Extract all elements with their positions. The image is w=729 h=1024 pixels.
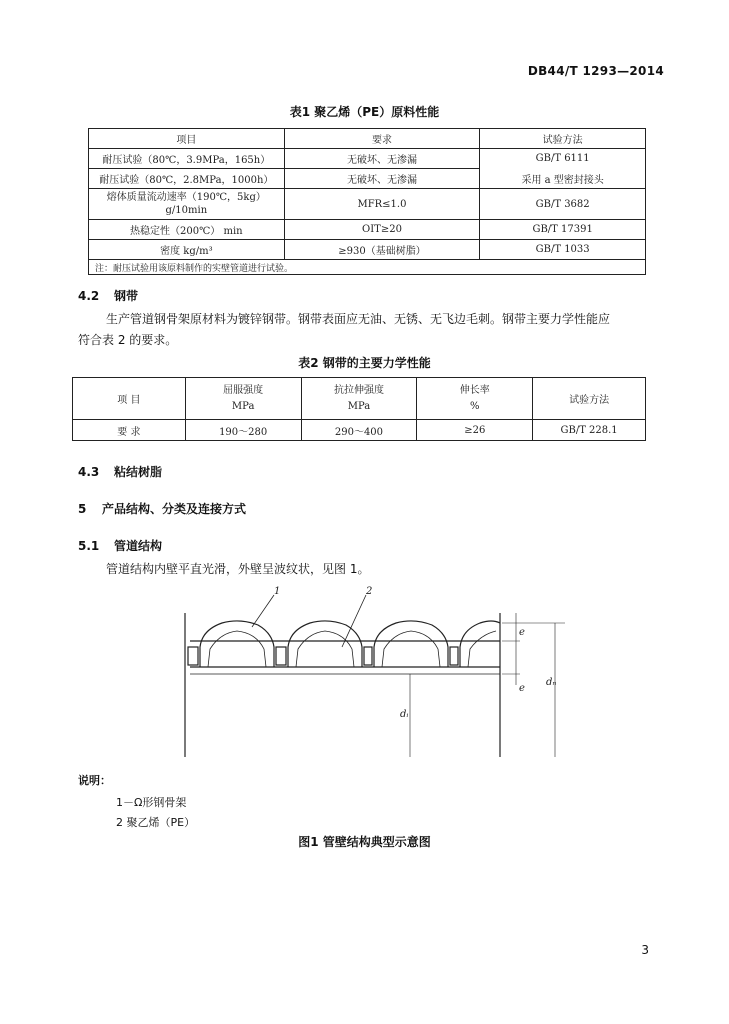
callout-label-2: 2 [366,586,373,597]
table1-header-cell: 试验方法 [480,129,646,149]
table-cell: 采用 a 型密封接头 [480,169,646,189]
table-row [89,149,646,169]
table1-note-row [89,260,646,275]
callout-leader-1 [252,595,274,627]
section-title: 粘结树脂 [114,465,163,479]
dimension-label-di: dᵢ [400,709,409,720]
section-number: 5 [78,502,87,516]
omega-steel-frame [382,631,440,667]
table-cell: GB/T 228.1 [533,420,646,441]
section-number: 5.1 [78,539,100,553]
table-cell: ≥26 [417,420,533,441]
header-name: 抗拉伸强度 [333,384,384,396]
section-heading-5 [78,500,246,517]
page-number: 3 [641,943,649,957]
section-heading-4-2 [78,287,138,304]
table-row [89,169,646,189]
section-title: 管道结构 [114,539,163,553]
header-unit: MPa [347,400,371,412]
web-rectangle [188,647,198,665]
omega-steel-frame [208,631,266,667]
section-5-1-para: 管道结构内壁平直光滑，外壁呈波纹状，见图 1。 [106,562,370,576]
table-cell: MFR≤1.0 [284,189,480,220]
table2-header-cell: 项 目 [73,378,186,420]
table1 [88,128,646,275]
web-rectangle [276,647,286,665]
section-title: 产品结构、分类及连接方式 [102,502,247,516]
table-cell: GB/T 3682 [480,189,646,220]
dimension-label-e: e [519,683,525,694]
table-row [89,240,646,260]
table2-header-cell [301,378,417,420]
table-cell: OIT≥20 [284,220,480,240]
table-cell: 密度 kg/m³ [89,240,285,260]
table-cell: GB/T 17391 [480,220,646,240]
table1-note: 注：耐压试验用该原料制作的实壁管道进行试验。 [89,260,646,275]
table-row [73,420,646,441]
table-cell: 热稳定性（200℃） min [89,220,285,240]
header-unit: MPa [231,400,255,412]
table2-caption: 表2 钢带的主要力学性能 [298,356,431,370]
section-4-2-para-line2: 符合表 2 的要求。 [78,333,178,347]
section-heading-4-3 [78,463,162,480]
table-cell: 熔体质量流动速率（190℃，5kg） g/10min [89,189,285,220]
section-number: 4.2 [78,289,100,303]
figure1-caption: 图1 管壁结构典型示意图 [298,835,431,849]
table1-header-cell: 要求 [284,129,480,149]
web-rectangle [450,647,458,665]
table-cell: 290～400 [301,420,417,441]
table-cell: 190～280 [185,420,301,441]
callout-leader-2 [342,595,366,647]
table-cell: 无破坏、无渗漏 [284,149,480,169]
header-unit: % [470,400,480,412]
figure1-legend-item: 2 聚乙烯（PE） [116,816,196,829]
section-title: 钢带 [114,289,139,303]
table2 [72,377,646,441]
table-row [89,189,646,220]
table-cell: 耐压试验（80℃，3.9MPa，165h） [89,149,285,169]
section-4-2-para-line1: 生产管道钢骨架原材料为镀锌钢带。钢带表面应无油、无锈、无飞边毛刺。钢带主要力学性能应 [106,312,611,326]
section-number: 4.3 [78,465,100,479]
omega-corrugation [460,621,500,667]
table-cell: GB/T 6111 [480,149,646,169]
dimension-label-e: e [519,627,525,638]
table2-header-cell [185,378,301,420]
figure1-legend-item: 1－Ω形钢骨架 [116,796,187,809]
table1-caption: 表1 聚乙烯（PE）原料性能 [289,105,440,119]
table-cell: 耐压试验（80℃，2.8MPa，1000h） [89,169,285,189]
table-cell: 要 求 [73,420,186,441]
section-heading-5-1 [78,537,162,554]
web-rectangle [364,647,372,665]
header-name: 屈服强度 [223,384,264,396]
standard-number: DB44/T 1293—2014 [527,64,664,78]
table2-header-row [73,378,646,420]
omega-steel-frame [468,631,496,667]
callout-label-1: 1 [274,586,281,597]
table-cell: 无破坏、无渗漏 [284,169,480,189]
dimension-label-dn: dₙ [546,677,557,688]
omega-corrugation [374,621,448,667]
table-cell: GB/T 1033 [480,240,646,260]
table-cell: ≥930（基础树脂） [284,240,480,260]
table-row [89,220,646,240]
table2-header-cell: 试验方法 [533,378,646,420]
figure1-diagram [170,585,570,760]
figure1-legend-title: 说明： [78,774,111,787]
table2-header-cell [417,378,533,420]
omega-steel-frame [296,631,354,667]
table1-header-cell: 项目 [89,129,285,149]
header-name: 伸长率 [459,384,490,396]
table1-header-row [89,129,646,149]
omega-corrugation [200,621,274,667]
